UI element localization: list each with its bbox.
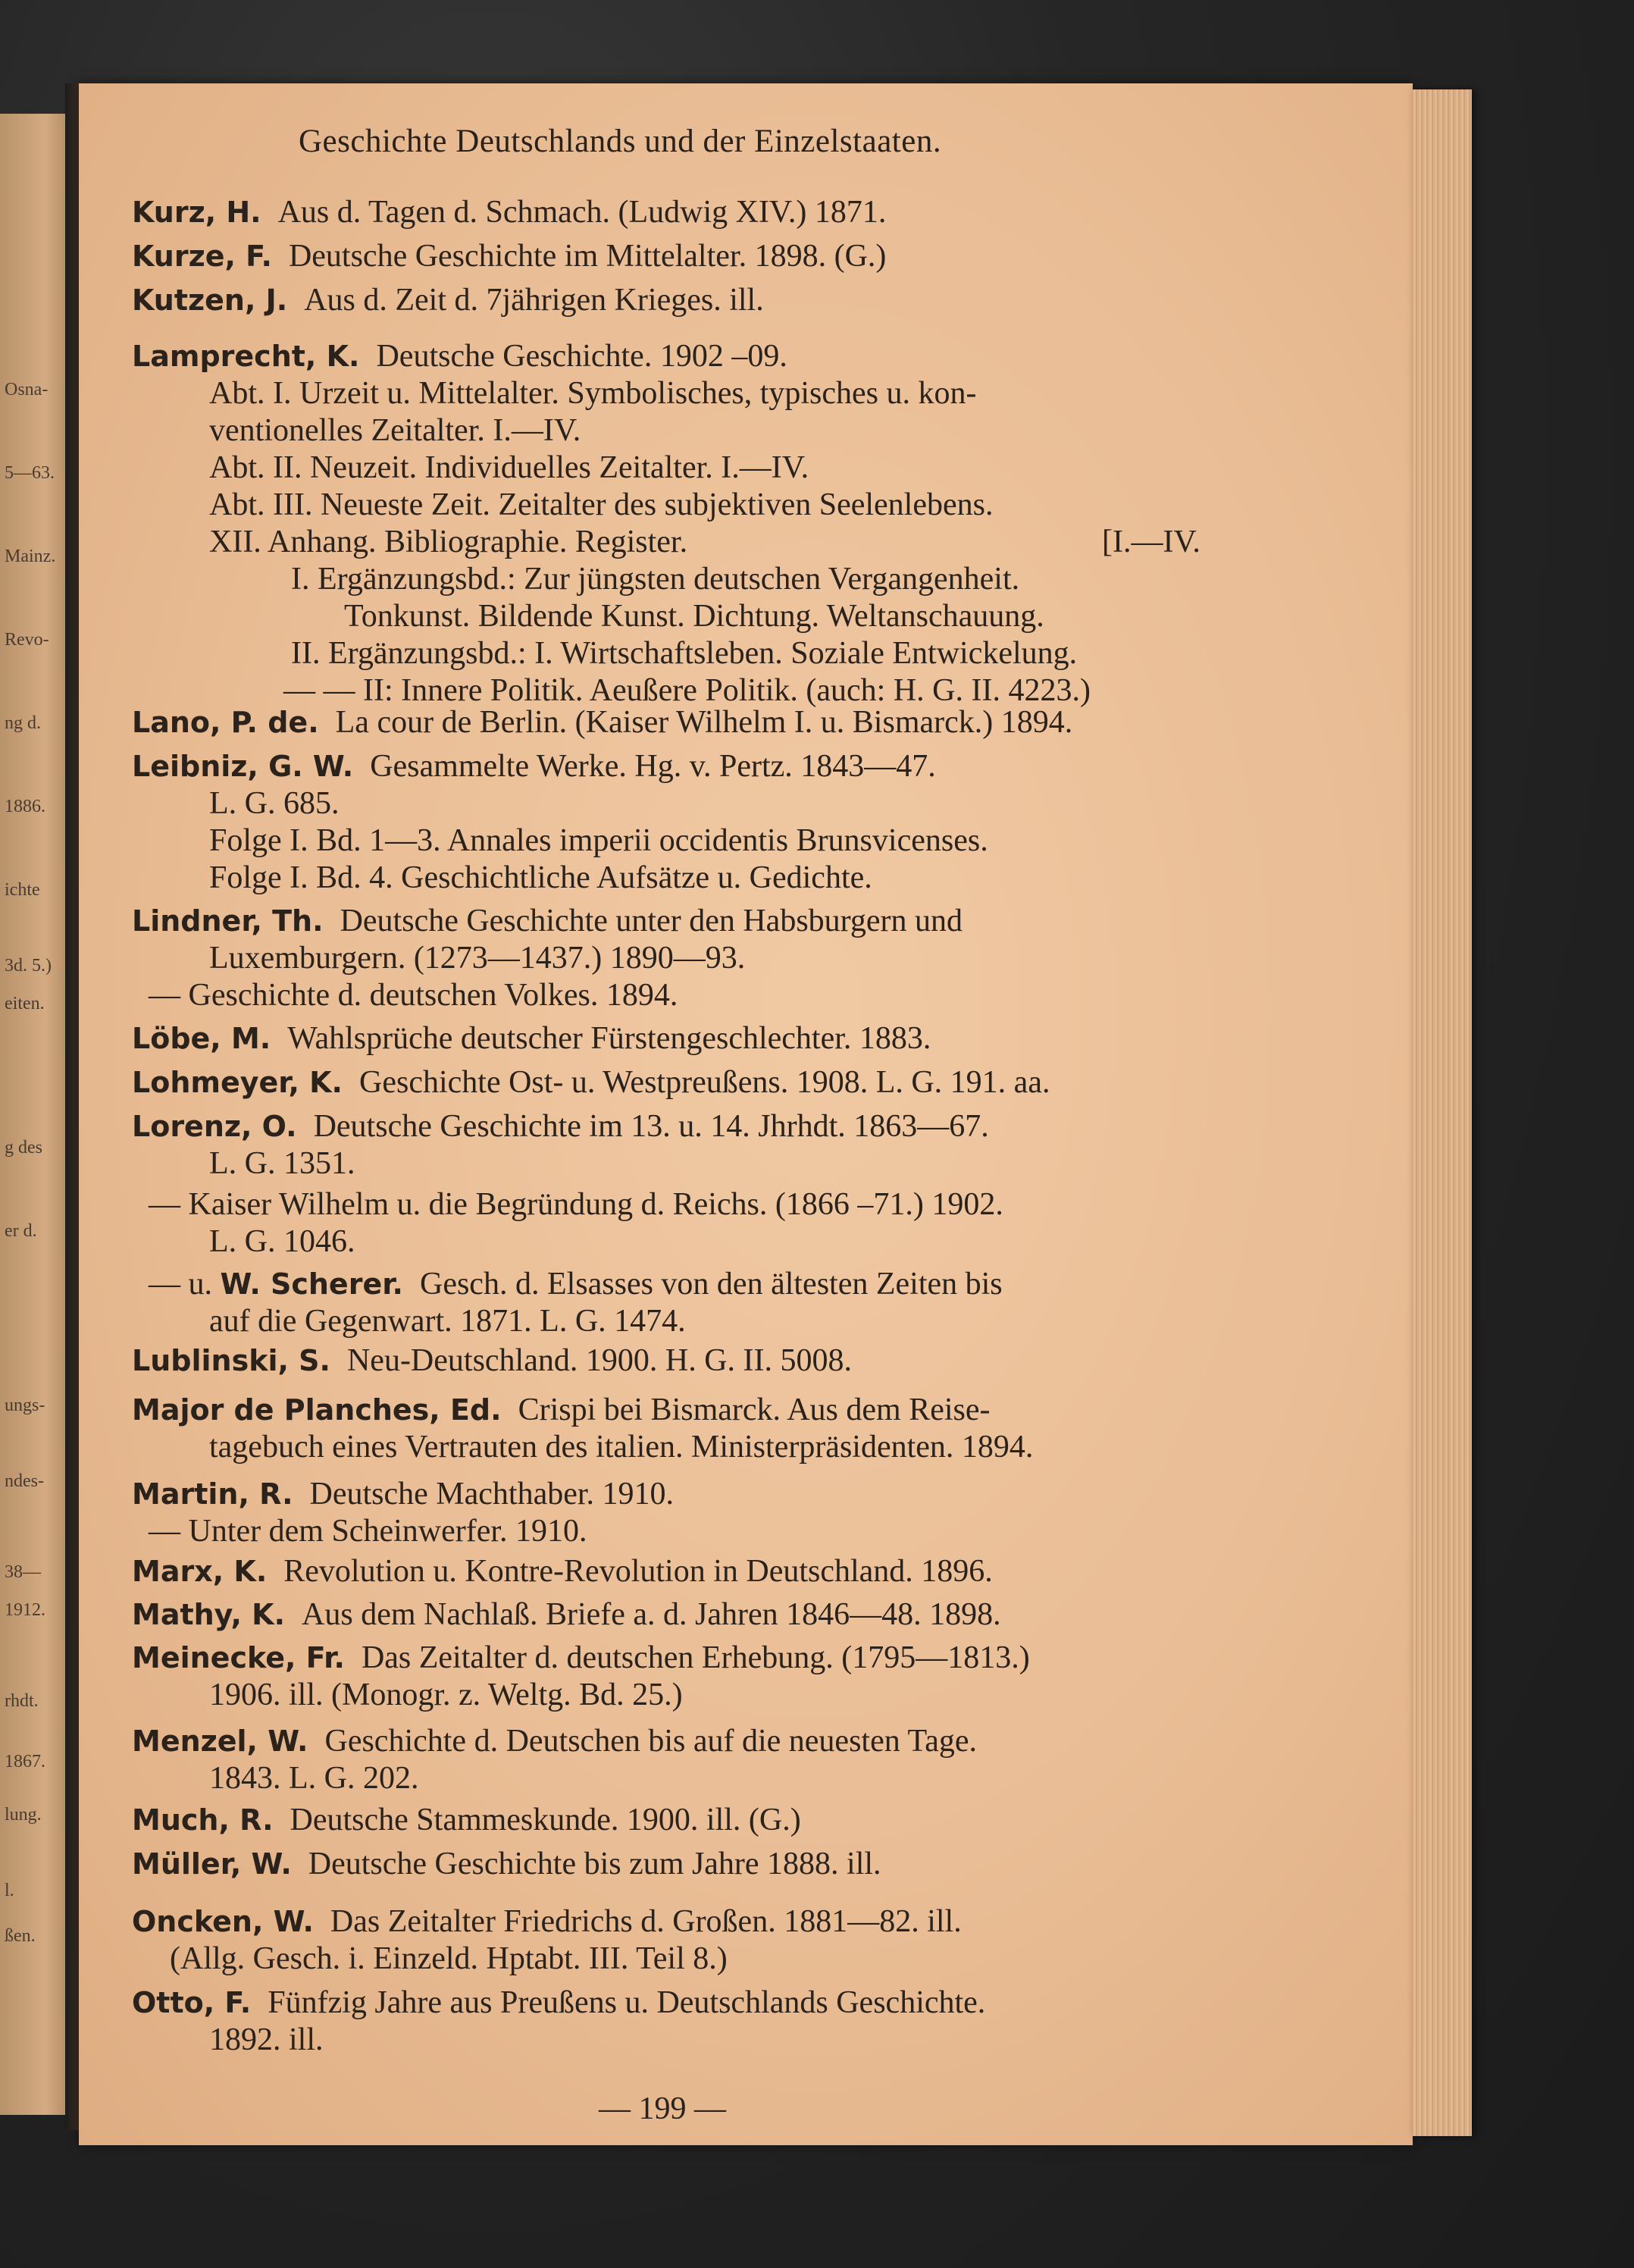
entry-author: Lorenz, O. (132, 1110, 297, 1143)
entry-author: Much, R. (132, 1803, 274, 1837)
entry-author: Kurz, H. (132, 196, 261, 229)
entry-author: Marx, K. (132, 1555, 268, 1588)
entry-line: tagebuch eines Vertrauten des italien. Ministerpräsidenten. 1894. (209, 1430, 1034, 1464)
entry-line: — Unter dem Scheinwerfer. 1910. (149, 1514, 587, 1549)
entry-author: Lano, P. de. (132, 706, 319, 739)
entry-line: — — II: Innere Politik. Aeußere Politik. (auch: H. G. II. 4223.) (283, 673, 1091, 708)
entry-author: Löbe, M. (132, 1022, 271, 1055)
margin-fragment: 1867. (5, 1752, 45, 1771)
entry-author: Lublinski, S. (132, 1344, 330, 1377)
entry-author: Major de Planches, Ed. (132, 1393, 502, 1427)
entry-text: Neu-Deutschland. 1900. H. G. II. 5008. (346, 1343, 853, 1378)
entry-text: Das Zeitalter d. deutschen Erhebung. (1795—1813.) (361, 1640, 1030, 1675)
entry-author: Lohmeyer, K. (132, 1066, 343, 1099)
entry-author: Müller, W. (132, 1847, 292, 1881)
entry-line: — Geschichte d. deutschen Volkes. 1894. (149, 978, 678, 1013)
entry-coauthor: W. Scherer. (220, 1267, 403, 1301)
entry-author: Lamprecht, K. (132, 340, 360, 373)
entry-text: — u. (149, 1267, 212, 1302)
margin-fragment: Osna- (5, 380, 49, 399)
entry-line: Folge I. Bd. 4. Geschichtliche Aufsätze u. Gedichte. (209, 860, 872, 895)
entry-text: Deutsche Geschichte bis zum Jahre 1888. ill. (308, 1847, 881, 1881)
entry-text: Gesch. d. Elsasses von den ältesten Zeiten bis (419, 1267, 1003, 1302)
entry-text: Aus d. Zeit d. 7jährigen Krieges. ill. (304, 283, 764, 318)
margin-fragment: ichte (5, 880, 40, 900)
margin-fragment: rhdt. (5, 1691, 39, 1711)
margin-fragment: 1912. (5, 1600, 45, 1620)
page-stack-edge (1413, 89, 1472, 2136)
entry-line: L. G. 1046. (209, 1224, 355, 1259)
margin-fragment: ungs- (5, 1396, 45, 1415)
margin-fragment: 38— (5, 1562, 41, 1582)
entry-text: Fünfzig Jahre aus Preußens u. Deutschlands Geschichte. (268, 1985, 986, 2020)
entry-text: Gesammelte Werke. Hg. v. Pertz. 1843—47. (370, 749, 936, 784)
entry-line: Abt. I. Urzeit u. Mittelalter. Symbolisches, typisches u. kon- (209, 376, 977, 411)
entry-line: L. G. 685. (209, 786, 340, 821)
entry-line: ventionelles Zeitalter. I.—IV. (209, 413, 581, 448)
entry-author: Kutzen, J. (132, 284, 288, 317)
entry-line: Abt. III. Neueste Zeit. Zeitalter des subjektiven Seelenlebens. (209, 487, 994, 522)
entry-text: Deutsche Stammeskunde. 1900. ill. (G.) (290, 1803, 801, 1837)
entry-author: Kurze, F. (132, 240, 272, 273)
entry-author: Leibniz, G. W. (132, 750, 354, 783)
entry-line: auf die Gegenwart. 1871. L. G. 1474. (209, 1304, 686, 1339)
entry-line: XII. Anhang. Bibliographie. Register. (209, 525, 688, 559)
entry-text: La cour de Berlin. (Kaiser Wilhelm I. u. Bismarck.) 1894. (335, 705, 1073, 740)
entry-author: Oncken, W. (132, 1905, 314, 1938)
entry-text: Revolution u. Kontre-Revolution in Deutschland. 1896. (283, 1554, 993, 1589)
entry-text: Deutsche Geschichte im 13. u. 14. Jhrhdt. 1863—67. (313, 1109, 989, 1144)
entry-line: [I.—IV. (1102, 525, 1200, 559)
entry-author: Menzel, W. (132, 1724, 308, 1758)
margin-fragment: 5—63. (5, 463, 55, 483)
entry-line: II. Ergänzungsbd.: I. Wirtschaftsleben. Soziale Entwickelung. (291, 636, 1078, 671)
running-header: Geschichte Deutschlands und der Einzelstaaten. (299, 124, 942, 159)
margin-fragment: ßen. (5, 1926, 36, 1946)
entry-author: Martin, R. (132, 1477, 293, 1511)
margin-fragment: Mainz. (5, 547, 56, 566)
entry-text: Aus dem Nachlaß. Briefe a. d. Jahren 1846—48. 1898. (302, 1597, 1001, 1632)
entry-line: — Kaiser Wilhelm u. die Begründung d. Reichs. (1866 –71.) 1902. (149, 1187, 1003, 1222)
margin-fragment: 3d. 5.) (5, 956, 52, 976)
margin-fragment: er d. (5, 1221, 37, 1241)
margin-fragment: eiten. (5, 994, 45, 1013)
entry-text: Deutsche Machthaber. 1910. (309, 1477, 675, 1511)
entry-text: Deutsche Geschichte unter den Habsburgern und (340, 904, 963, 938)
margin-fragment: 1886. (5, 797, 45, 816)
entry-text: Crispi bei Bismarck. Aus dem Reise- (518, 1392, 991, 1427)
entry-text: Deutsche Geschichte. 1902 –09. (376, 339, 787, 374)
entry-text: Aus d. Tagen d. Schmach. (Ludwig XIV.) 1871. (277, 195, 887, 230)
entry-text: Deutsche Geschichte im Mittelalter. 1898. (G.) (288, 239, 887, 274)
entry-line: Abt. II. Neuzeit. Individuelles Zeitalter. I.—IV. (209, 450, 809, 485)
entry-author: Otto, F. (132, 1986, 252, 2019)
margin-fragment: Revo- (5, 630, 49, 650)
margin-fragment: l. (5, 1881, 14, 1900)
margin-fragment: g des (5, 1138, 42, 1157)
margin-fragment: ndes- (5, 1471, 44, 1491)
margin-fragment: ng d. (5, 713, 41, 733)
page-number: — 199 — (599, 2091, 726, 2126)
entry-line: (Allg. Gesch. i. Einzeld. Hptabt. III. Teil 8.) (170, 1941, 728, 1976)
entry-text: Das Zeitalter Friedrichs d. Großen. 1881—82. ill. (330, 1904, 962, 1939)
entry-line: L. G. 1351. (209, 1146, 355, 1181)
margin-fragment: lung. (5, 1805, 42, 1825)
entry-line: 1892. ill. (209, 2022, 324, 2057)
entry-author: Mathy, K. (132, 1598, 286, 1631)
entry-line: Folge I. Bd. 1—3. Annales imperii occidentis Brunsvicenses. (209, 823, 988, 858)
entry-text: Geschichte Ost- u. Westpreußens. 1908. L. G. 191. aa. (359, 1065, 1050, 1100)
entry-line: Luxemburgern. (1273—1437.) 1890—93. (209, 941, 746, 976)
entry-author: Meinecke, Fr. (132, 1641, 345, 1674)
entry-line: Tonkunst. Bildende Kunst. Dichtung. Weltanschauung. (344, 599, 1044, 634)
entry-text: Wahlsprüche deutscher Fürstengeschlechter. 1883. (287, 1021, 931, 1056)
entry-author: Lindner, Th. (132, 904, 324, 938)
entry-line: 1843. L. G. 202. (209, 1761, 419, 1796)
entry-line: 1906. ill. (Monogr. z. Weltg. Bd. 25.) (209, 1678, 683, 1712)
entry-line: I. Ergänzungsbd.: Zur jüngsten deutschen Vergangenheit. (291, 562, 1020, 597)
entry-text: Geschichte d. Deutschen bis auf die neuesten Tage. (324, 1724, 977, 1759)
